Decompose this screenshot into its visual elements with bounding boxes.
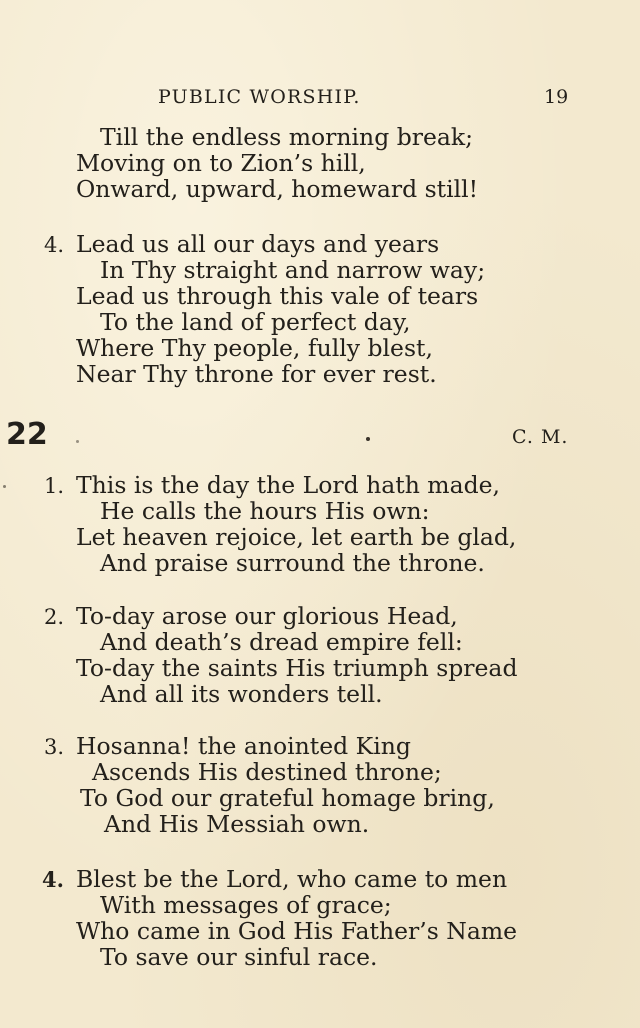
verse-line: In Thy straight and narrow way; <box>100 256 486 284</box>
verse-line: And praise surround the throne. <box>100 549 485 577</box>
verse-line: To-day the saints His triumph spread <box>76 654 518 682</box>
verse-line: And death’s dread empire fell: <box>100 628 463 656</box>
stanza-number: 3. <box>44 735 65 759</box>
hymn-number: 22 <box>6 417 48 452</box>
verse-line: And all its wonders tell. <box>100 680 383 708</box>
verse-line: Who came in God His Father’s Name <box>76 917 518 945</box>
verse-line: This is the day the Lord hath made, <box>76 471 501 499</box>
verse-line: Let heaven rejoice, let earth be glad, <box>76 523 517 551</box>
verse-line: Where Thy people, fully blest, <box>76 334 433 362</box>
verse-line: To save our sinful race. <box>100 943 378 971</box>
verse-line: Moving on to Zion’s hill, <box>76 149 366 177</box>
stanza-number: 1. <box>44 474 65 498</box>
verse-line: To-day arose our glorious Head, <box>76 602 458 630</box>
verse-line: To God our grateful homage bring, <box>80 784 495 812</box>
stanza-number: 4. <box>44 233 65 257</box>
verse-line: With messages of grace; <box>100 891 392 919</box>
ink-speck <box>76 440 79 443</box>
running-head: PUBLIC WORSHIP. <box>158 86 361 108</box>
verse-line: Blest be the Lord, who came to men <box>76 865 508 893</box>
verse-line: To the land of perfect day, <box>100 308 411 336</box>
ink-speck <box>3 485 6 488</box>
page-number: 19 <box>544 86 569 108</box>
verse-line: He calls the hours His own: <box>100 497 430 525</box>
verse-line: Near Thy throne for ever rest. <box>76 360 437 388</box>
verse-line: Hosanna! the anointed King <box>76 732 411 760</box>
stanza-number: 2. <box>44 605 65 629</box>
ink-speck <box>366 437 370 441</box>
stanza-number: 4. <box>42 867 64 892</box>
verse-line: Onward, upward, homeward still! <box>76 175 479 203</box>
verse-line: Ascends His destined throne; <box>92 758 442 786</box>
hymn-meter: C. M. <box>512 426 569 448</box>
verse-line: Lead us all our days and years <box>76 230 440 258</box>
verse-line: Lead us through this vale of tears <box>76 282 479 310</box>
verse-line: Till the endless morning break; <box>100 123 474 151</box>
verse-line: And His Messiah own. <box>104 810 370 838</box>
